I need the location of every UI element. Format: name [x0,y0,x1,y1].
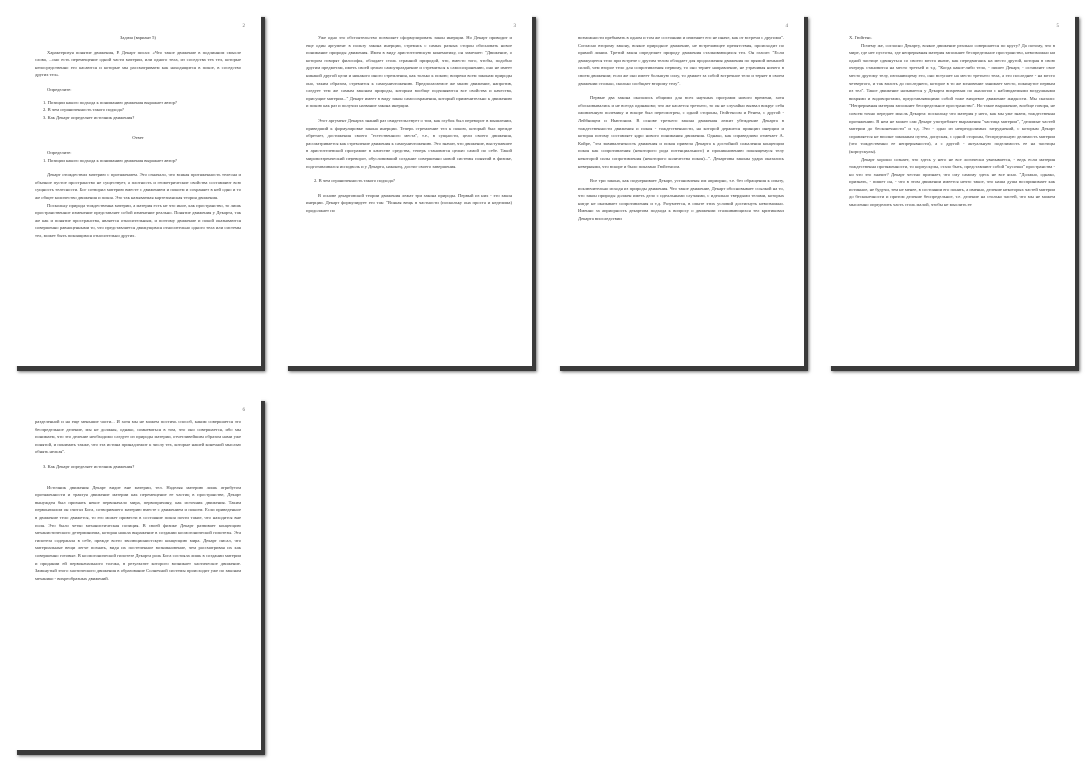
list-item: 2. В чем ограниченность такого подхода? [43,107,124,113]
document-page-5 [13,396,261,750]
paragraph: Все три закона, как подчеркивает Декарт, установлены им априорно, т.е. без обращения к опыту, исключительно исходя из природы движения. Что такое движение, Декарт обосновывает ссылкой на то, что закон природы должен иметь дело с идеальными случаями, с идеально твердыми телами, которых нигде не оказывает сопротивления и т.д. Разумеется, в опыте этих условий достигнуть невозможно. Именно за априорность декартова подхода к вопросу о движении сталкивающихся тел критиковал Декарта впоследствии [578,178,784,222]
document-page-3 [556,12,804,366]
page-number: 6 [242,408,245,413]
paragraph: возможности пребывать в одном и том же состоянии и изменяет его не иначе, как от встречи с другими". Согласно второму закону, всякое природное движение, не встречающее препятствия, происходит по прямой линии. Третий закон определяет природу движения сталкивающихся тел. Он гласит: "Если движущееся тело при встрече с другим телом обладает для продолжения движения по прямой меньшей силой, чем второе тело для сопротивления первому, то оно теряет направление, не утрачивая ничего в своем движении; если же оно имеет большую силу, то движет за собой встречное тело и теряет в своем движении столько, сколько сообщает второму телу". [578,35,784,86]
page-number: 4 [785,24,788,29]
paragraph: Почему же, согласно Декарту, всякое движение реально совершается по кругу? Да потому, что в мире, где нет пустоты, где непрерывная материя заполняет беспредельное пространство, невозможно ни одной частице сдвинуться со своего места иначе, как передвигаясь на место другой, которая в свою очередь становится на место третьей и т.д. "Когда какое-либо тело, - пишет Декарт, - оставляет свое место другому телу, изгоняющему его, оно вступает на место третьего тела, а это последнее - на место четвертого, и так вплоть до последнего, которое в то же мгновение занимает место, покинутое первым из тел". Такое движение называется у Декарта вихревым по аналогии с наблюдаемыми воздушными вихрями и водоворотами, представляющими собой тоже вихревое движение жидкости. Мы сказали: "Непрерывная материя заполняет беспредельное пространство". Но такое выражение, вообще говоря, не совсем точно передает мысль Декарта: поскольку что материя у него, как мы уже знаем, тождественна протяжению. В нем не может сам Декарт употребляет выражения "частица материи", "делимые частей материи до бесконечности" и т.д. Это - одно из непреодолимых затруднений, с которым Декарт справляется не вполне законным путем, допуская, с одной стороны, беспредельную делимость материи (что тождественно ее непрерывности), а с другой - актуальную поделимость ее на частицы (корпускулы). [849,42,1055,154]
page-number: 3 [513,24,516,29]
paragraph: Этот аргумент Декарта знаний раз свидетельствует о том, как глубок был переворот в мышлении, приведший к формулировке закона инерции. Теперь стремление тел к покою, который был прежде обретает, достижения своего "естественного места", т.е., в сущности, цели своего движения, рассматривается как стремление движения к самоуничтожению. Это значит, что движение, выступавшее в аристотелевской программе в качестве средства, теперь становится целью самой по себе. Такой мировоззренческий переворот, обусловивший создание совершенно новой системы понятий в физике, подготавливался исподволь и у Декарта, наконец, достиг своего завершения. [306,117,512,169]
paragraph: Первые два закона оказались общими для всех научных программ нового времени, хотя обосновывались и не всегда одинаково; что же касается третьего, то он не случайно вызвал вокруг себя оживленную полемику и вскоре был пересмотрен, с одной стороны, Гюйгенсом и Ренем, с другой - Лейбницем и Ньютоном. В основе третьего закона движения лежит убеждение Декарта в тождественности движения и покоя - тождественности, на которой держится принцип инерции и которая потому составляет ядро нового понимания движения. Однако, как справедливо отмечает А. Койре, "эта эквивалентность движения и покоя привела Декарта к достойной сожаления концепции покоя как сопротивления (некоторого рода потенциального) и проникновению покоящемуся телу некоторой силы сопротивления (некоторого количества покоя)...". Декартовы законы удара оказались неверными, что вскоре и было показано Гюйгенсом. [578,95,784,169]
answer-heading: Ответ [132,135,144,141]
paragraph: Поскольку природа тождественна материи, а материя есть не что иное, как пространство, то лишь пространственное изменение представляет собой изменение реально. Понятие движения у Декарта, так же как и понятие пространства, является относительным, и поэтому движение и покой оказываются совершенно равноценными то, что представляется движущимся относительно одного тела или системы тел, может быть покоящимся относительно других. [35,202,241,238]
paragraph: Декарт хорошо сознает, что здесь у него не все логически увязывается, - ведь если материя тождественна протяженности, то корпускулы, стало быть, представляют собой "кусочки" пространства - но что это значит? Декарт честно признает, что сму самому здесь не все ясно. "Должно, однако, признать, - пишет он, - что в этом движении имеется нечто такое, что наша душа воспринимает как истинное, не будучи, тем не менее, в состоянии его понять, а именно, деление некоторых частей материи до бесконечности и притом деление беспредельное, т.е. деление на столько частей, что мы не можем мысленно определить часть столь малой, чтобы не мыслить ее [849,156,1056,208]
paragraph: В основе декартовской теории движения лежат три закона природы. Первый из них - это закон инерции. Декарт формулирует его так: "Всякая вещь в частности (поскольку она проста и неделима) продолжает по [306,192,512,213]
paragraph: Определите: [47,86,72,92]
paragraph: Уже одно это обстоятельство позволяет сформулировать закон инерции. Но Декарт приводит и еще один аргумент в пользу закона инерции, стремясь с самых разных сторон обосновать новое понимание природы движения. Имея в виду аристотелевскую кинематику, он замечает: "Движение, о котором говорят философы, обладает столь странной природой, что, вместо того, чтобы, подобно другим предметам, иметь своей целью самоупразднение и стремиться к самосохранению, оно не имеет никакой другой цели и никакого иного стремления, как только к покою; вопреки всем законам природы оно, таким образом, стремится к самоуничтожению. Предполагаемое же мною движение, напротив, следует тем же самым законам природы, которым вообще подчиняются все свойства и качества, присущие материи..." Декарт имеет в виду закон самосохранения, который применительно к движению и покою как раз и получил название закона инерции. [306,35,512,109]
list-item: 1. Позиции какого подхода к пониманию движения выражает автор? [43,157,177,163]
paragraph: Х. Гюйгенс. [849,35,873,40]
paragraph: Декарт отождествил материю с протяжением. Это означало, что всякая протяженность телесна и обычное пустое пространство не существует, а плотность и геометрические свойства составляют всю сущность телесности. Бог сотворил материю вместе с движением и покоем и сохраняет в ней одно и то же общее количество движения и покоя. Это так называемая картезианская теория движения. [35,172,241,200]
paragraph: Источник движения Декарт видит вне материи, тел. Наделяя материю лишь атрибутом протяженности и трактуя движение материи как перемещение ее частиц в пространстве, Декарт вынужден был признать некое первоначало мира, первопричину, как источник движения. Таким первоначалом он считал Бога, сотворившего материю вместе с движением и покоем. Если приведенное в движение тело движется, то его может привести в состояние покоя почти такие, что находится вне поля. Это было четко механистическая позиция. В своей физике Декарт развивает концепцию механистического детерминизма, которая нашла выражение в создании космогонической гипотезы. Эта гипотеза содержала в себе, прежде всего эволюционистскую концепцию мира. Декарт писал, что материальные вещи легче познать, видя их постепенное возникновение, чем рассматривая их как совершенно готовые. В космогонической гипотезе Декарта роль Бога состояла лишь в создании материи и придании ей первоначального толчка, в результате которого возникает хаотическое движение. Замкнутый этого хаотического движения в образование Солнечной системы происходит уже по законам механико - вихреобразных движений. [35,484,241,581]
page-title: Задача (вариант 5) [120,35,156,40]
list-item: 1. Позиции какого подхода к пониманию движения выражает автор? [43,99,177,105]
list-item: 3. Как Декарт определяет источник движения? [43,463,135,469]
list-item: 3. Как Декарт определяет источник движения? [43,114,135,120]
document-page-4 [827,12,1075,366]
list-item: 2. В чем ограниченность такого подхода? [314,178,395,184]
document-page-2 [284,12,532,366]
paragraph: разделенной и на еще меньшие части... И хотя мы не можем постичь способ, каким совершается это беспредельное деление, мы не должны, однако, сомневаться в том, что оно совершается, ибо мы понимаем, что это деление необходимо следует из природы материи, отчетливейшим образом нами уже понятой, и понимать также, что эта истина принадлежит к числу тех, которые нашей конечной мыслью обнять нельзя". [35,419,241,455]
paragraph: Характеризуя понятие движения, Р. Декарт писал: «Что такое движение в подлинном смысле слова, ...оно есть перемещение одной части материи, или одного тела, из соседства тех тел, которые непосредственно его касаются и которые мы рассматриваем как находящиеся в покое, в соседство других тел». [35,49,241,78]
document-page-1 [13,12,261,366]
page-number: 2 [242,24,245,29]
paragraph: Определите: [47,149,72,155]
page-number: 5 [1056,24,1059,29]
